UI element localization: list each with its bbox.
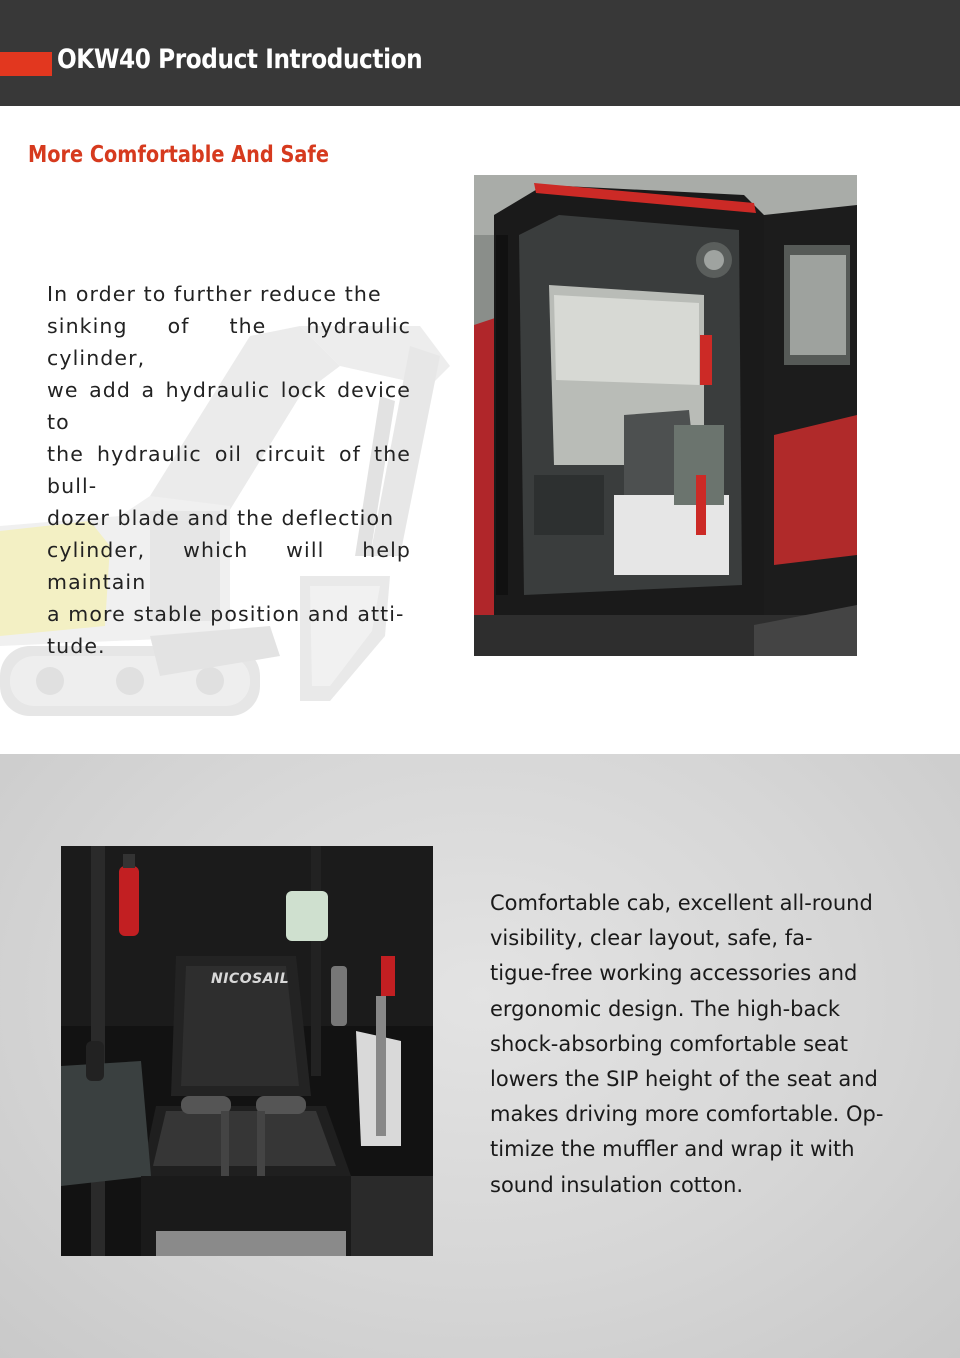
section-comfort-safe (0, 106, 960, 754)
text-line: cylinder, which will help maintain (47, 538, 411, 594)
text-line: Comfortable cab, excellent all-round (490, 891, 873, 915)
operator-seat-photo (61, 846, 433, 1256)
excavator-cab-icon (474, 175, 857, 656)
excavator-cab-photo (474, 175, 857, 656)
text-line: we add a hydraulic lock device to (47, 378, 411, 434)
text-line: visibility, clear layout, safe, fa- (490, 926, 813, 951)
page-title: OKW40 Product Introduction (57, 44, 423, 75)
text-line: shock-absorbing comfortable seat (490, 1031, 849, 1056)
cab-comfort-description (490, 886, 890, 1203)
text-line: timize the muffler and wrap it with (490, 1137, 855, 1162)
text-line: sound insulation cotton. (490, 1172, 744, 1197)
section-heading: More Comfortable And Safe (28, 142, 329, 168)
text-line: ergonomic design. The high-back (490, 996, 841, 1021)
text-line: dozer blade and the deflection (47, 506, 395, 530)
operator-seat-icon (61, 846, 433, 1256)
header-accent-bar (0, 52, 52, 76)
seat-brand-label: NICOSAIL (211, 971, 290, 987)
text-line: makes driving more comfortable. Op- (490, 1102, 884, 1127)
text-line: tigue-free working accessories and (490, 961, 858, 986)
section-comfortable-cab (0, 754, 960, 1358)
text-line: sinking of the hydraulic cylinder, (47, 314, 411, 370)
text-line: In order to further reduce the (47, 282, 382, 306)
page-header (0, 0, 960, 106)
text-line: tude. (47, 634, 106, 658)
text-line: the hydraulic oil circuit of the bull- (47, 442, 411, 498)
text-line: lowers the SIP height of the seat and (490, 1067, 878, 1092)
hydraulic-lock-description (47, 278, 411, 662)
text-line: a more stable position and atti- (47, 602, 405, 626)
